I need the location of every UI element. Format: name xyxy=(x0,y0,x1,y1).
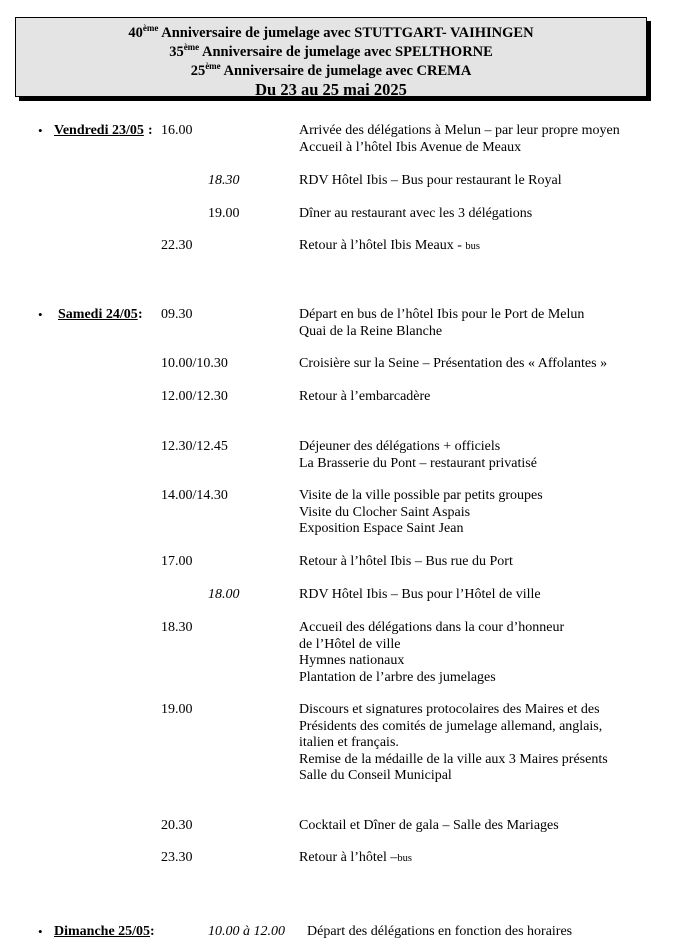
description-line: Dîner au restaurant avec les 3 délégations xyxy=(299,206,533,221)
description-line: Quai de la Reine Blanche xyxy=(299,323,443,339)
event-description xyxy=(299,554,649,571)
event-time: 09.30 xyxy=(161,307,193,322)
event-description xyxy=(299,389,649,406)
event-description xyxy=(299,850,649,868)
event-dates: Du 23 au 25 mai 2025 xyxy=(255,80,407,99)
event-time: 18.30 xyxy=(208,173,240,188)
description-line: RDV Hôtel Ibis – Bus pour restaurant le Royal xyxy=(299,173,562,188)
event-time: 10.00 à 12.00 xyxy=(208,924,285,939)
event-time: 18.00 xyxy=(208,587,240,602)
description-line: La Brasserie du Pont – restaurant privatisé xyxy=(299,455,537,471)
event-time: 12.30/12.45 xyxy=(161,439,228,454)
event-description xyxy=(299,173,649,190)
description-line: italien et français. xyxy=(299,735,399,750)
description-line: RDV Hôtel Ibis – Bus pour l’Hôtel de ville xyxy=(299,587,541,602)
day-colon: : xyxy=(148,123,153,138)
event-time: 23.30 xyxy=(161,850,193,865)
day-label: Samedi 24/05 xyxy=(58,307,138,322)
anniversary-line-crema: 25ème Anniversaire de jumelage avec CREMA xyxy=(190,61,472,79)
title-banner xyxy=(15,17,647,97)
description-line: Présidents des comités de jumelage allemand, anglais, xyxy=(299,718,603,734)
description-line: Discours et signatures protocolaires des Maires et des xyxy=(299,702,600,717)
description-line: Retour à l’embarcadère xyxy=(299,389,431,404)
event-time: 20.30 xyxy=(161,818,193,833)
day-colon: : xyxy=(138,307,143,322)
description-line: Accueil à l’hôtel Ibis Avenue de Meaux xyxy=(299,139,522,155)
day-label: Vendredi 23/05 xyxy=(54,123,144,138)
description-line: Hymnes nationaux xyxy=(299,653,405,668)
event-time: 12.00/12.30 xyxy=(161,389,228,404)
description-line: Visite du Clocher Saint Aspais xyxy=(299,504,471,520)
day-label: Dimanche 25/05 xyxy=(54,924,151,939)
event-description xyxy=(299,238,649,256)
event-time: 14.00/14.30 xyxy=(161,488,228,503)
event-time: 22.30 xyxy=(161,238,193,253)
event-description xyxy=(299,488,649,538)
event-time: 17.00 xyxy=(161,554,193,569)
description-line: Exposition Espace Saint Jean xyxy=(299,521,464,536)
anniversary-line-spelthorne: 35ème Anniversaire de jumelage avec SPELTHORNE xyxy=(169,42,493,60)
event-description xyxy=(299,123,649,156)
event-description xyxy=(299,439,649,472)
bullet: • xyxy=(38,924,43,939)
event-time: 16.00 xyxy=(161,123,193,138)
event-description xyxy=(299,307,649,340)
description-line: Retour à l’hôtel Ibis Meaux - bus xyxy=(299,238,480,253)
event-time: 18.30 xyxy=(161,620,193,635)
description-line: Déjeuner des délégations + officiels xyxy=(299,439,501,454)
description-line: Retour à l’hôtel –bus xyxy=(299,850,412,865)
description-line: Départ des délégations en fonction des horaires xyxy=(307,924,573,939)
description-line: Arrivée des délégations à Melun – par leur propre moyen xyxy=(299,123,620,138)
description-line: Croisière sur la Seine – Présentation des « Affolantes » xyxy=(299,356,608,371)
description-line: Visite de la ville possible par petits groupes xyxy=(299,488,543,503)
description-line: Accueil des délégations dans la cour d’honneur xyxy=(299,620,565,635)
description-line: Retour à l’hôtel Ibis – Bus rue du Port xyxy=(299,554,513,569)
event-description xyxy=(299,356,649,373)
event-time: 19.00 xyxy=(208,206,240,221)
description-line: Cocktail et Dîner de gala – Salle des Mariages xyxy=(299,818,559,833)
event-description xyxy=(299,818,649,835)
description-line: de l’Hôtel de ville xyxy=(299,636,401,652)
bullet: • xyxy=(38,123,43,138)
description-line: Salle du Conseil Municipal xyxy=(299,768,452,783)
event-description xyxy=(299,620,649,686)
bullet: • xyxy=(38,307,43,322)
event-description xyxy=(299,206,649,223)
event-time: 19.00 xyxy=(161,702,193,717)
description-line: Plantation de l’arbre des jumelages xyxy=(299,669,496,685)
event-time: 10.00/10.30 xyxy=(161,356,228,371)
description-line: Remise de la médaille de la ville aux 3 Maires présents xyxy=(299,751,608,767)
event-description xyxy=(299,587,649,604)
event-description xyxy=(299,702,649,785)
day-colon: : xyxy=(150,924,155,939)
description-line: Départ en bus de l’hôtel Ibis pour le Port de Melun xyxy=(299,307,585,322)
anniversary-line-stuttgart: 40ème Anniversaire de jumelage avec STUTTGART- VAIHINGEN xyxy=(128,23,534,41)
event-description xyxy=(307,924,657,941)
